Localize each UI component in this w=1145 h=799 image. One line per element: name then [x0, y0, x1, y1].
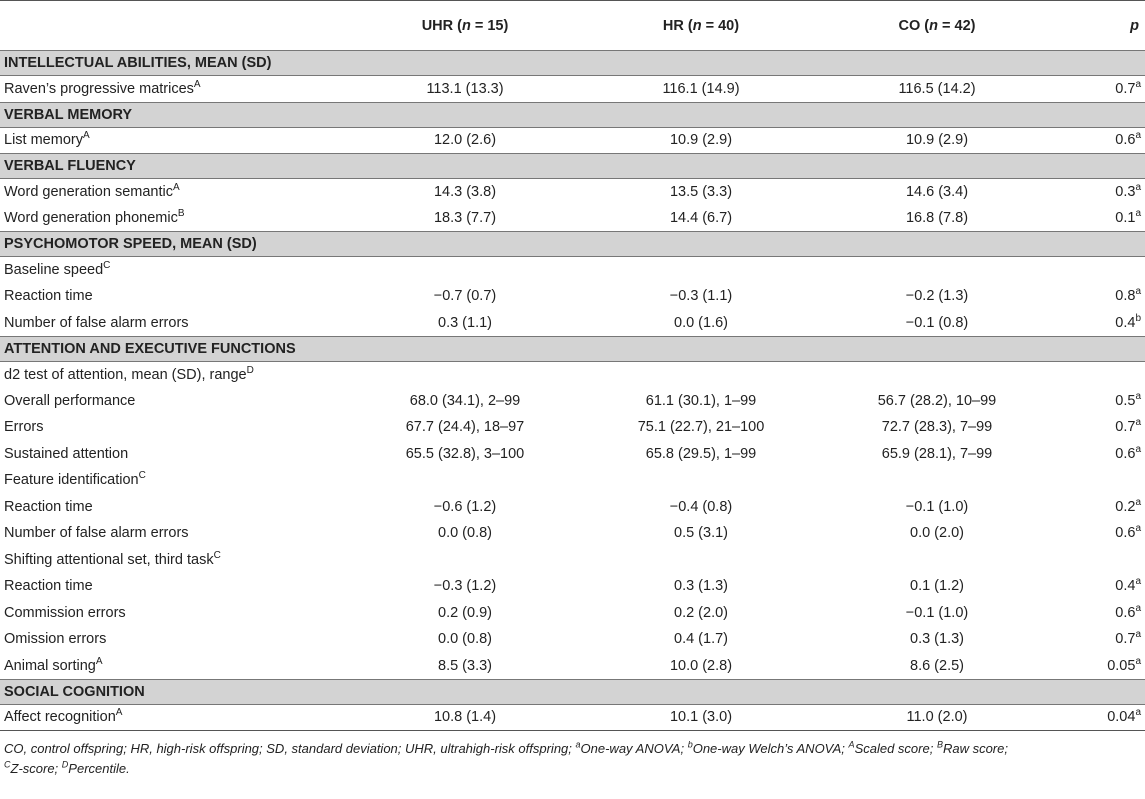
cell-co — [819, 361, 1055, 388]
cell-hr — [583, 257, 819, 284]
row-label-footnote-mark: C — [213, 549, 221, 561]
cell-p-value — [1055, 127, 1145, 154]
cell-uhr: 67.7 (24.4), 18–97 — [405, 419, 525, 436]
p-value: 0.6 — [1115, 525, 1136, 542]
row-label: Errors — [4, 419, 44, 436]
row-label: Baseline speed — [4, 262, 104, 278]
row-label-footnote-mark: A — [82, 130, 90, 142]
cell-hr — [583, 467, 819, 494]
cell-p-value — [1055, 520, 1145, 547]
cell-hr: 10.9 (2.9) — [669, 132, 733, 149]
section-header-row — [0, 336, 1145, 361]
cell-co: 72.7 (28.3), 7–99 — [881, 419, 993, 436]
cell-p-value — [1055, 547, 1145, 574]
header-co: CO (n = 42) — [898, 17, 976, 34]
row-label-footnote-mark: A — [115, 707, 123, 719]
p-value: 0.4 — [1115, 578, 1136, 595]
row-label-cell — [0, 573, 347, 600]
section-title: INTELLECTUAL ABILITIES, MEAN (SD) — [4, 55, 272, 71]
row-label: Number of false alarm errors — [4, 314, 189, 331]
cell-co: 10.9 (2.9) — [905, 132, 969, 149]
row-label-footnote-mark: A — [95, 655, 103, 667]
row-label-cell — [0, 626, 347, 653]
table-row — [0, 361, 1145, 388]
table-row — [0, 127, 1145, 154]
row-label: Number of false alarm errors — [4, 525, 189, 542]
cell-hr: 0.4 (1.7) — [674, 631, 728, 648]
p-value-footnote-mark: a — [1135, 496, 1141, 508]
header-p: p — [1130, 17, 1139, 34]
row-label-footnote-mark: B — [177, 208, 185, 220]
p-value-footnote-mark: a — [1135, 629, 1141, 641]
p-value-footnote-mark: a — [1135, 443, 1141, 455]
p-value-footnote-mark: a — [1135, 208, 1141, 220]
cell-hr: 0.3 (1.3) — [674, 578, 728, 595]
table-row — [0, 653, 1145, 680]
p-value-footnote-mark: a — [1135, 602, 1141, 614]
p-value: 0.5 — [1115, 392, 1136, 409]
cell-p-value — [1055, 600, 1145, 627]
cell-hr: 0.5 (3.1) — [674, 525, 728, 542]
row-label-footnote-mark: D — [246, 364, 254, 376]
cell-p-value — [1055, 573, 1145, 600]
row-label-footnote-mark: C — [103, 260, 111, 272]
p-value: 0.2 — [1115, 498, 1136, 515]
cell-co: 11.0 (2.0) — [906, 709, 968, 726]
row-label-cell — [0, 441, 347, 468]
cell-hr: 116.1 (14.9) — [662, 80, 740, 97]
table-row — [0, 704, 1145, 731]
cell-uhr: 0.0 (0.8) — [438, 525, 492, 542]
cell-uhr: −0.7 (0.7) — [433, 288, 497, 305]
row-label-cell — [0, 600, 347, 627]
cell-p-value — [1055, 704, 1145, 731]
cell-hr: 10.1 (3.0) — [669, 709, 733, 726]
cell-co: 0.1 (1.2) — [910, 578, 964, 595]
table-row — [0, 467, 1145, 494]
table-row — [0, 494, 1145, 521]
section-title: SOCIAL COGNITION — [4, 683, 145, 700]
row-label-footnote-mark: C — [138, 470, 146, 482]
row-label: Overall performance — [4, 392, 136, 409]
row-label: Sustained attention — [4, 445, 129, 462]
row-label: Omission errors — [4, 631, 107, 648]
p-value: 0.7 — [1115, 80, 1136, 97]
p-value: 0.8 — [1115, 288, 1136, 305]
row-label-cell — [0, 310, 347, 337]
section-header-row — [0, 102, 1145, 127]
header-hr: HR (n = 40) — [662, 17, 740, 34]
cell-uhr: 18.3 (7.7) — [433, 210, 497, 226]
cell-co — [819, 257, 1055, 284]
table-row — [0, 441, 1145, 468]
cell-hr: 75.1 (22.7), 21–100 — [637, 419, 765, 436]
cell-hr: −0.4 (0.8) — [669, 498, 733, 515]
cell-co: 16.8 (7.8) — [905, 210, 969, 226]
cell-hr: 13.5 (3.3) — [669, 184, 733, 200]
cell-co: −0.1 (1.0) — [905, 604, 969, 621]
cell-co: 116.5 (14.2) — [898, 80, 976, 97]
cell-uhr: 14.3 (3.8) — [433, 184, 497, 200]
p-value: 0.4 — [1115, 314, 1136, 331]
row-label: Word generation semantic — [4, 184, 173, 200]
cell-p-value — [1055, 441, 1145, 468]
row-label: Raven’s progressive matrices — [4, 80, 194, 97]
cell-p-value — [1055, 494, 1145, 521]
row-label: Animal sorting — [4, 657, 96, 674]
table-row — [0, 414, 1145, 441]
table-row — [0, 547, 1145, 574]
table-row — [0, 76, 1145, 103]
cell-p-value — [1055, 414, 1145, 441]
p-value: 0.6 — [1115, 604, 1136, 621]
section-title: ATTENTION AND EXECUTIVE FUNCTIONS — [4, 340, 296, 357]
row-label: Reaction time — [4, 288, 93, 305]
row-label: Word generation phonemic — [4, 210, 178, 226]
row-label-cell — [0, 467, 347, 494]
cell-hr: 0.2 (2.0) — [674, 604, 728, 621]
cell-hr: 0.0 (1.6) — [674, 314, 728, 331]
header-label-col — [0, 1, 347, 51]
table-row — [0, 573, 1145, 600]
cell-p-value — [1055, 653, 1145, 680]
cell-p-value — [1055, 310, 1145, 337]
cell-uhr: 12.0 (2.6) — [433, 132, 497, 149]
cell-uhr — [347, 361, 583, 388]
row-label-cell — [0, 283, 347, 310]
row-label-cell — [0, 388, 347, 415]
cell-p-value — [1055, 361, 1145, 388]
row-label-cell — [0, 704, 347, 731]
row-label: Reaction time — [4, 498, 93, 515]
cell-hr: 10.0 (2.8) — [669, 657, 733, 674]
row-label: Commission errors — [4, 604, 126, 621]
row-label-cell — [0, 257, 347, 284]
row-label-cell — [0, 179, 347, 206]
header-row — [0, 1, 1145, 51]
section-header-row — [0, 679, 1145, 704]
section-header-row — [0, 51, 1145, 76]
cell-hr — [583, 547, 819, 574]
row-label-cell — [0, 494, 347, 521]
row-label: Shifting attentional set, third task — [4, 551, 214, 568]
row-label-cell — [0, 76, 347, 103]
cell-p-value — [1055, 179, 1145, 206]
table-row — [0, 388, 1145, 415]
cell-uhr: 0.2 (0.9) — [438, 604, 492, 621]
row-label-cell — [0, 653, 347, 680]
cell-uhr — [347, 467, 583, 494]
p-value: 0.3 — [1115, 184, 1136, 200]
p-value-footnote-mark: a — [1135, 390, 1141, 402]
cell-hr: 61.1 (30.1), 1–99 — [645, 392, 757, 409]
p-value: 0.1 — [1115, 210, 1136, 226]
section-title: VERBAL FLUENCY — [4, 158, 136, 174]
table-row — [0, 626, 1145, 653]
p-value-footnote-mark: b — [1135, 312, 1141, 324]
row-label-cell — [0, 547, 347, 574]
cell-uhr — [347, 257, 583, 284]
p-value-footnote-mark: a — [1135, 78, 1141, 90]
cell-co — [819, 547, 1055, 574]
p-value-footnote-mark: a — [1135, 286, 1141, 298]
cell-co: −0.1 (1.0) — [905, 498, 969, 515]
row-label: Reaction time — [4, 578, 93, 595]
row-label-cell — [0, 205, 347, 232]
cell-co: 65.9 (28.1), 7–99 — [881, 445, 993, 462]
row-label-cell — [0, 520, 347, 547]
p-value: 0.6 — [1115, 445, 1136, 462]
table-row — [0, 283, 1145, 310]
row-label: List memory — [4, 132, 83, 149]
cell-hr: −0.3 (1.1) — [669, 288, 733, 305]
section-title: VERBAL MEMORY — [4, 106, 133, 123]
cell-uhr: 10.8 (1.4) — [433, 709, 497, 726]
table-row — [0, 205, 1145, 232]
cell-co — [819, 467, 1055, 494]
p-value-footnote-mark: a — [1135, 655, 1141, 667]
cell-co: −0.1 (0.8) — [905, 314, 969, 331]
table-row — [0, 257, 1145, 284]
table-row — [0, 600, 1145, 627]
row-label: Affect recognition — [4, 709, 116, 726]
p-value-footnote-mark: a — [1135, 182, 1141, 194]
cell-p-value — [1055, 205, 1145, 232]
p-value-footnote-mark: a — [1135, 417, 1141, 429]
cell-co: 0.3 (1.3) — [910, 631, 964, 648]
p-value: 0.04 — [1107, 709, 1136, 726]
cell-uhr: 65.5 (32.8), 3–100 — [405, 445, 525, 462]
row-label-cell — [0, 414, 347, 441]
cell-co: 0.0 (2.0) — [910, 525, 964, 542]
table-footnote: CO, control offspring; HR, high-risk offspring; SD, standard deviation; UHR, ultrahigh-risk offspring; $^a$One-way ANOVA; $^b$One-way Welch’s ANOVA; $^A$Scaled score; $^B$Raw score; $^C$Z-score; $^D$Percentile. — [4, 739, 1008, 776]
cell-p-value — [1055, 76, 1145, 103]
p-value: 0.7 — [1115, 631, 1136, 648]
cell-co: 14.6 (3.4) — [905, 184, 969, 200]
p-value: 0.6 — [1115, 132, 1136, 149]
cell-uhr: 113.1 (13.3) — [426, 80, 504, 97]
p-value-footnote-mark: a — [1135, 523, 1141, 535]
row-label: d2 test of attention, mean (SD), range — [4, 366, 247, 383]
cell-p-value — [1055, 467, 1145, 494]
row-label-cell — [0, 361, 347, 388]
p-value: 0.7 — [1115, 419, 1136, 436]
section-header-row — [0, 154, 1145, 179]
cell-uhr: 0.0 (0.8) — [438, 631, 492, 648]
row-label-footnote-mark: A — [193, 78, 201, 90]
p-value-footnote-mark: a — [1135, 130, 1141, 142]
row-label-footnote-mark: A — [173, 182, 180, 194]
table-header — [0, 1, 1145, 51]
cell-p-value — [1055, 626, 1145, 653]
cell-co: 8.6 (2.5) — [910, 657, 964, 674]
section-title: PSYCHOMOTOR SPEED, MEAN (SD) — [4, 236, 257, 252]
cell-uhr: −0.3 (1.2) — [433, 578, 497, 595]
header-uhr: UHR (n = 15) — [421, 17, 509, 34]
table-row — [0, 520, 1145, 547]
cell-uhr: −0.6 (1.2) — [433, 498, 497, 515]
cell-hr — [583, 361, 819, 388]
cell-hr: 65.8 (29.5), 1–99 — [645, 445, 757, 462]
row-label: Feature identification — [4, 472, 139, 489]
cell-hr: 14.4 (6.7) — [669, 210, 733, 226]
cell-uhr: 0.3 (1.1) — [438, 314, 492, 331]
table-body — [0, 51, 1145, 731]
cell-uhr: 8.5 (3.3) — [438, 657, 492, 674]
p-value-footnote-mark: a — [1135, 707, 1141, 719]
cell-uhr — [347, 547, 583, 574]
cell-p-value — [1055, 283, 1145, 310]
row-label-cell — [0, 127, 347, 154]
cell-co: 56.7 (28.2), 10–99 — [877, 392, 997, 409]
cell-p-value — [1055, 388, 1145, 415]
cell-p-value — [1055, 257, 1145, 284]
table-row — [0, 310, 1145, 337]
section-header-row — [0, 232, 1145, 257]
table-row — [0, 179, 1145, 206]
cell-co: −0.2 (1.3) — [905, 288, 969, 305]
cell-uhr: 68.0 (34.1), 2–99 — [409, 392, 521, 409]
p-value-footnote-mark: a — [1135, 576, 1141, 588]
p-value: 0.05 — [1107, 657, 1136, 674]
